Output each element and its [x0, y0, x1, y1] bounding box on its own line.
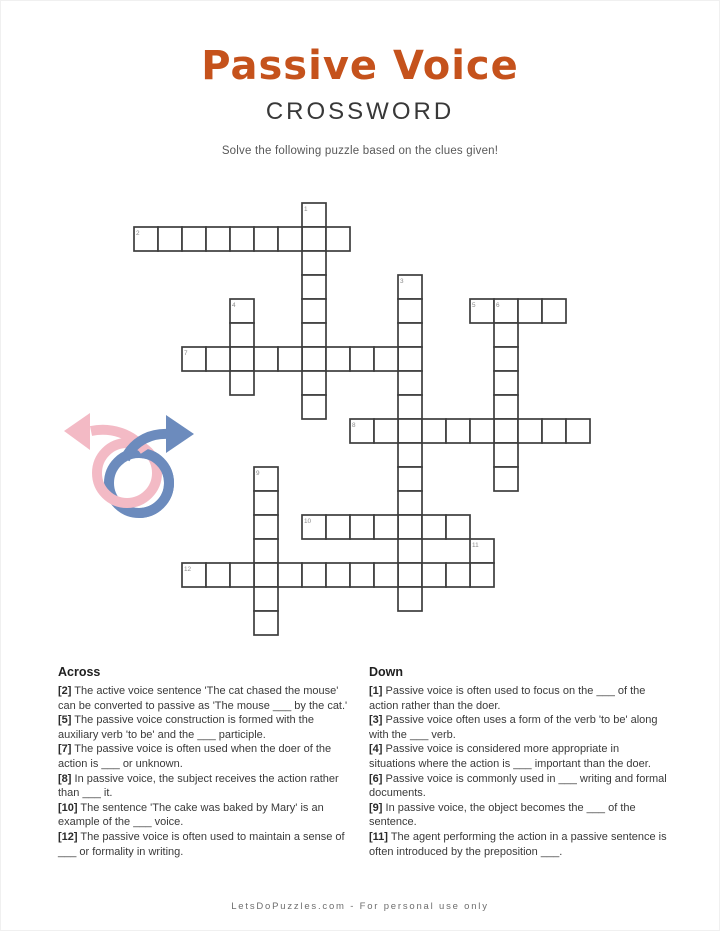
grid-cell	[398, 491, 422, 515]
grid-cell	[398, 443, 422, 467]
grid-cell	[206, 347, 230, 371]
grid-cell	[302, 275, 326, 299]
grid-cell	[374, 563, 398, 587]
grid-cell	[326, 227, 350, 251]
grid-cell	[470, 419, 494, 443]
grid-cell	[446, 563, 470, 587]
page-title: Passive Voice	[201, 43, 519, 89]
grid-cell	[446, 419, 470, 443]
grid-cell	[206, 227, 230, 251]
cell-number: 2	[136, 230, 140, 237]
clue-item: [3] Passive voice often uses a form of the verb 'to be' along with the ___ verb.	[369, 714, 658, 741]
page-subtitle: CROSSWORD	[265, 98, 455, 125]
cell-number: 9	[256, 470, 260, 477]
cell-number: 1	[304, 206, 308, 213]
grid-cell	[278, 347, 302, 371]
grid-cell	[350, 563, 374, 587]
grid-cell	[302, 395, 326, 419]
grid-cell	[374, 347, 398, 371]
clue-item: [11] The agent performing the action in a passive sentence is often introduced by the preposition ___.	[369, 830, 667, 858]
grid-cell	[302, 299, 326, 323]
cell-number: 4	[232, 302, 236, 309]
cell-number: 10	[304, 518, 312, 525]
grid-cell	[494, 419, 518, 443]
cell-number: 8	[352, 422, 356, 429]
clue-item: [9] In passive voice, the object becomes the ___ of the sentence.	[369, 801, 636, 829]
grid-cell	[230, 563, 254, 587]
clue-item: [2] The active voice sentence 'The cat chased the mouse' can be converted to passive as 'The mouse ___ by the cat.'	[58, 685, 348, 712]
clue-item: [8] In passive voice, the subject receives the action rather than ___ it.	[58, 772, 339, 800]
grid-cell	[326, 563, 350, 587]
blue-arrowhead	[166, 415, 194, 453]
grid-cell	[302, 251, 326, 275]
clue-item: [5] The passive voice construction is formed with the auxiliary verb 'to be' and the ___ participle.	[58, 714, 314, 741]
grid-cell	[494, 443, 518, 467]
grid-cell	[422, 563, 446, 587]
grid-cell	[398, 467, 422, 491]
grid-cell	[518, 419, 542, 443]
grid-cell	[374, 515, 398, 539]
grid-cell	[494, 395, 518, 419]
grid-cell	[254, 491, 278, 515]
grid-cell	[254, 563, 278, 587]
grid-cell	[254, 539, 278, 563]
grid-cell	[398, 395, 422, 419]
grid-cell	[254, 347, 278, 371]
grid-cell	[230, 347, 254, 371]
grid-cell	[302, 227, 326, 251]
clue-item: [6] Passive voice is commonly used in ___ writing and formal documents.	[369, 772, 667, 800]
cell-number: 6	[496, 302, 500, 309]
cell-number: 3	[400, 278, 404, 285]
grid-cell	[254, 515, 278, 539]
grid-cell	[446, 515, 470, 539]
grid-cell	[422, 515, 446, 539]
clues-section	[58, 665, 666, 859]
clue-item: [12] The passive voice is often used to maintain a sense of ___ or formality in writing.	[58, 830, 345, 858]
clue-item: [4] Passive voice is considered more appropriate in situations where the action is ___ important than the doer.	[369, 743, 651, 770]
grid-cell	[542, 419, 566, 443]
grid-cell	[230, 371, 254, 395]
swap-arrows-graphic	[45, 403, 211, 549]
grid-cell	[494, 371, 518, 395]
grid-cell	[398, 347, 422, 371]
down-clues-list	[369, 684, 667, 859]
across-clues-column	[58, 665, 356, 859]
grid-cell	[326, 515, 350, 539]
grid-cell	[518, 299, 542, 323]
cell-number: 12	[184, 566, 192, 573]
grid-cell	[182, 227, 206, 251]
grid-cell	[494, 467, 518, 491]
grid-cell	[398, 299, 422, 323]
clue-item: [7] The passive voice is often used when the doer of the action is ___ or unknown.	[58, 743, 332, 770]
footer-credit: LetsDoPuzzles.com - For personal use only	[231, 901, 489, 912]
grid-cell	[494, 347, 518, 371]
grid-cell	[302, 563, 326, 587]
down-clues-column	[369, 665, 667, 859]
grid-cell	[494, 323, 518, 347]
grid-cell	[398, 563, 422, 587]
grid-cell	[206, 563, 230, 587]
grid-cell	[398, 587, 422, 611]
grid-cell	[302, 347, 326, 371]
grid-cell	[398, 515, 422, 539]
grid-cell	[374, 419, 398, 443]
grid-cell	[278, 563, 302, 587]
grid-cell	[326, 347, 350, 371]
grid-cell	[398, 371, 422, 395]
instructions-text: Solve the following puzzle based on the clues given!	[221, 145, 499, 157]
grid-cell	[566, 419, 590, 443]
grid-cell	[158, 227, 182, 251]
grid-cell	[470, 563, 494, 587]
cell-number: 5	[472, 302, 476, 309]
grid-cell	[350, 515, 374, 539]
grid-cell	[302, 371, 326, 395]
grid-cell	[422, 419, 446, 443]
grid-cell	[254, 227, 278, 251]
grid-cell	[542, 299, 566, 323]
grid-cell	[230, 227, 254, 251]
grid-cell	[302, 323, 326, 347]
grid-cell	[254, 587, 278, 611]
down-header: Down	[369, 665, 404, 679]
cell-number: 11	[472, 542, 479, 549]
grid-cell	[398, 419, 422, 443]
across-header: Across	[58, 665, 101, 679]
pink-arrowhead	[64, 413, 90, 450]
grid-cell	[350, 347, 374, 371]
grid-cell	[254, 611, 278, 635]
across-clues-list	[58, 684, 356, 859]
grid-cell	[230, 323, 254, 347]
grid-cell	[278, 227, 302, 251]
clue-item: [1] Passive voice is often used to focus on the ___ of the action rather than the doer.	[369, 685, 646, 712]
clue-item: [10] The sentence 'The cake was baked by Mary' is an example of the ___ voice.	[58, 801, 324, 829]
grid-cell	[398, 323, 422, 347]
grid-cell	[398, 539, 422, 563]
cell-number: 7	[184, 350, 188, 357]
